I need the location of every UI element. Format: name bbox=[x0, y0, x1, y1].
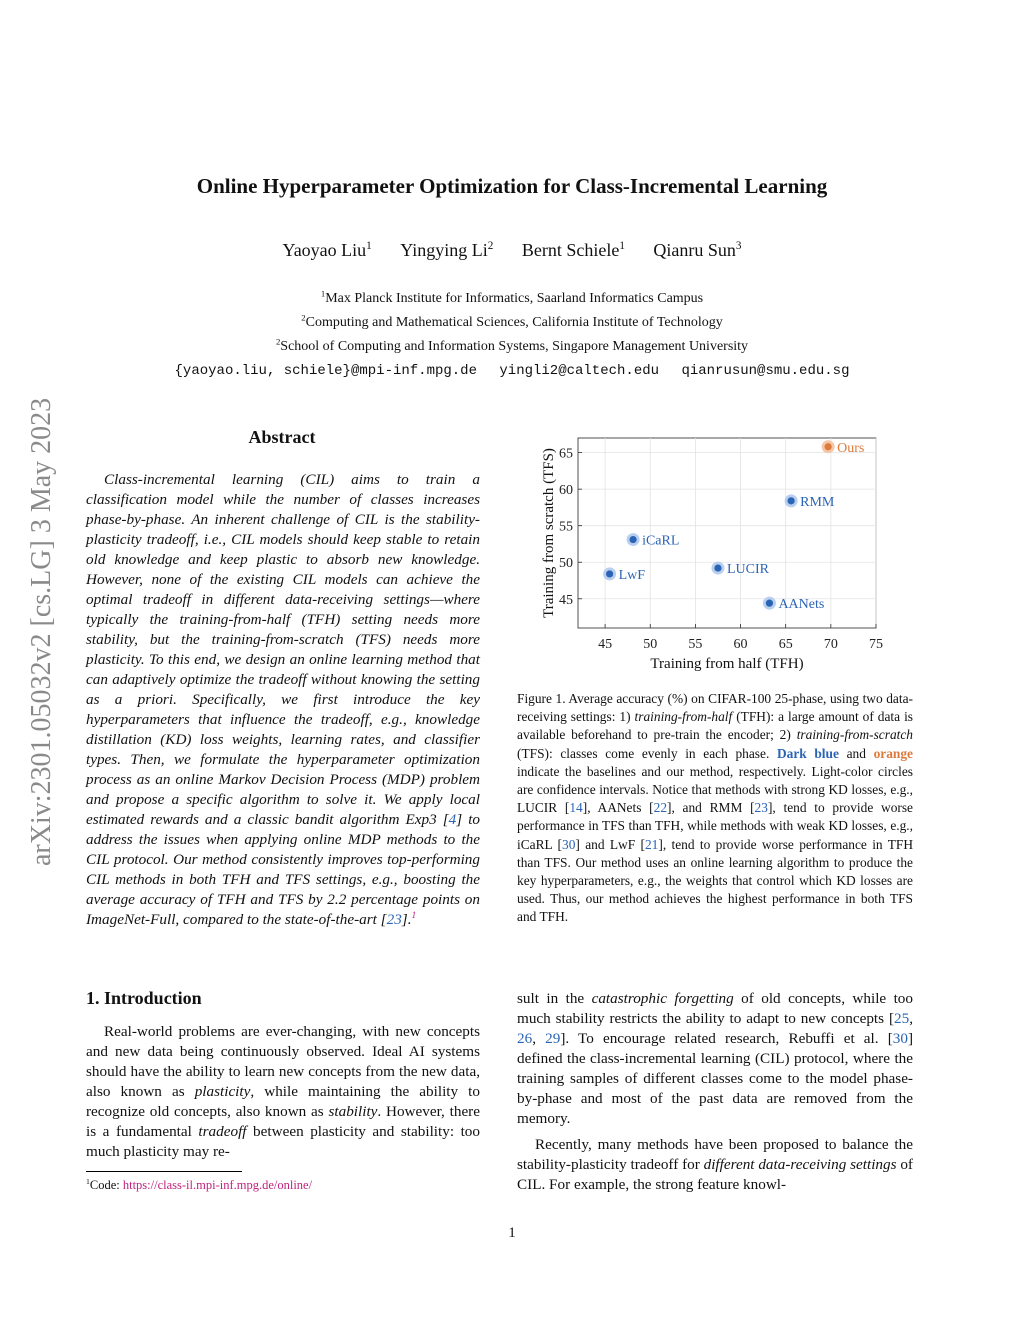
author: Yaoyao Liu$^1$ bbox=[282, 240, 372, 260]
y-tick-label: 55 bbox=[559, 519, 573, 535]
email: yingli2@caltech.edu bbox=[499, 363, 660, 379]
citation-link[interactable]: 21 bbox=[644, 836, 659, 852]
y-tick-label: 65 bbox=[559, 446, 573, 462]
point-label: RMM bbox=[800, 494, 835, 510]
abstract-heading: Abstract bbox=[248, 427, 316, 447]
data-point-aanets bbox=[766, 600, 773, 607]
citation-link[interactable]: 23 bbox=[386, 911, 402, 928]
abstract-body: Class-incremental learning (CIL) aims to train a classification model while the number of classes increases phase-by-phase. An inherent challenge of CIL is the stability-plasticity tradeoff, i.e., CIL models should keep stable to retain old knowledge and keep plastic to absorb new knowledge. However, none of the existing CIL models can achieve the optimal tradeoff in different data-receiving settings—where typically the training-from-half (TFH) setting needs more stability, but the training-from-scratch (TFS) needs more plasticity. To this end, we design an online learning method that can adaptively optimize the tradeoff without knowing the setting as a priori. Specifically, we first introduce the key hyperparameters that influence the tradeoff, e.g., knowledge distillation (KD) loss weights, learning rates, and classifier types. Then, we formulate the hyperparameter optimization process as an online Markov Decision Process (MDP) problem and propose a specific algorithm to solve it. We apply local estimated rewards and a classic bandit algorithm Exp3 [4] to address the issues when applying online MDP methods to the CIL protocol. Our method consistently improves top-performing CIL methods in both TFH and TFS settings, e.g., boosting the average accuracy of TFH and TFS by 2.2 percentage points on ImageNet-Full, compared to the state-of-the-art [23].$^1$ bbox=[86, 471, 481, 928]
citation-link[interactable]: 22 bbox=[653, 800, 668, 816]
y-tick-label: 60 bbox=[559, 483, 573, 499]
page-number: 1 bbox=[508, 1225, 516, 1241]
x-tick-label: 70 bbox=[823, 637, 838, 652]
citation-link[interactable]: 30 bbox=[562, 836, 576, 852]
author-list bbox=[0, 240, 1024, 261]
arxiv-sidebar-id: arXiv:2301.05032v2 [cs.LG] 3 May 2023 bbox=[26, 397, 57, 866]
section-heading: 1. Introduction bbox=[86, 988, 202, 1008]
grid-lines bbox=[578, 438, 876, 628]
author: Qianru Sun$^3$ bbox=[653, 240, 742, 260]
footnote-divider bbox=[86, 1171, 242, 1172]
email: {yaoyao.liu, schiele}@mpi-inf.mpg.de bbox=[174, 363, 477, 379]
point-label: iCaRL bbox=[642, 533, 680, 549]
data-point-ours bbox=[825, 443, 832, 450]
paper-title: Online Hyperparameter Optimization for Class-Incremental Learning bbox=[196, 174, 828, 198]
intro-paragraph-continued: sult in the catastrophic forgetting of old concepts, while too much stability restricts the ability to adapt to new concepts [25, 26, 29]. To encourage related research, Rebuffi et al. [30] defined the class-incremental learning (CIL) protocol, where the training samples of different classes come to the model phase-by-phase and most of the past data are removed from the memory. bbox=[517, 990, 914, 1127]
affiliation: $^1$Max Planck Institute for Informatics, Saarland Informatics Campus bbox=[320, 288, 704, 306]
x-axis-label: Training from half (TFH) bbox=[650, 656, 804, 672]
y-axis-label: Training from scratch (TFS) bbox=[541, 448, 557, 618]
author-emails bbox=[0, 363, 1024, 379]
email: qianrusun@smu.edu.sg bbox=[681, 363, 850, 379]
x-tick-label: 55 bbox=[688, 637, 703, 652]
citation-link[interactable]: 14 bbox=[569, 800, 583, 816]
point-label: LUCIR bbox=[726, 562, 769, 578]
point-label: Ours bbox=[837, 440, 865, 456]
citation-link[interactable]: 4 bbox=[448, 811, 457, 828]
citation-link[interactable]: 25 bbox=[894, 1010, 910, 1027]
data-point-icarl bbox=[629, 536, 636, 543]
code-url-link[interactable]: https://class-il.mpi-inf.mpg.de/online/ bbox=[122, 1178, 313, 1192]
footnote-link[interactable]: 1 bbox=[411, 910, 417, 921]
y-tick-label: 45 bbox=[559, 592, 573, 608]
figure-1-caption: Figure 1. Average accuracy (%) on CIFAR-100 25-phase, using two data-receiving settings: 1) training-from-half (TFH): a large amount of data is available beforehand to pre-train the encoder; 2) training-from-scratch (TFS): classes come evenly in each phase. Dark blue and orange indicate the baselines and our method, respectively. Light-color circles are confidence intervals. Notice that methods with strong KD losses, e.g., LUCIR [14], AANets [22], and RMM [23], tend to provide worse performance in TFS than TFH, while methods with weak KD losses, e.g., iCaRL [30] and LwF [21], tend to provide worse performance in TFH than TFS. Our method uses an online learning algorithm to produce the key hyperparameters, e.g., the weights that control which KD losses are used. Thus, our method achieves the highest performance in both TFS and TFH. bbox=[517, 691, 914, 925]
data-point-lwf bbox=[606, 570, 613, 577]
x-tick-label: 75 bbox=[869, 637, 883, 652]
citation-link[interactable]: 23 bbox=[754, 800, 768, 816]
x-tick-label: 50 bbox=[643, 637, 658, 652]
affiliation: $^2$Computing and Mathematical Sciences, California Institute of Technology bbox=[301, 312, 723, 330]
intro-paragraph: Recently, many methods have been proposed to balance the stability-plasticity tradeoff for different data-receiving settings of CIL. For example, the strong feature knowl- bbox=[517, 1136, 913, 1193]
affiliation: $^2$School of Computing and Information Systems, Singapore Management University bbox=[275, 336, 749, 354]
data-point-rmm bbox=[788, 497, 795, 504]
data-point-lucir bbox=[714, 564, 721, 571]
x-tick-label: 60 bbox=[733, 637, 748, 652]
y-tick-label: 50 bbox=[559, 556, 573, 572]
author: Bernt Schiele$^1$ bbox=[521, 240, 625, 260]
intro-paragraph: Real-world problems are ever-changing, with new concepts and new data being continuously observed. Ideal AI systems should have the ability to learn new concepts from the new data, also known as plasticity, while maintaining the ability to recognize old concepts, also known as stability. However, there is a fundamental tradeoff between plasticity and stability: too much plasticity may re- bbox=[86, 1023, 480, 1160]
x-tick-label: 65 bbox=[778, 637, 793, 652]
plot-area bbox=[578, 438, 876, 628]
author: Yingying Li$^2$ bbox=[400, 240, 494, 260]
citation-link[interactable]: 26 bbox=[517, 1030, 533, 1047]
citation-link[interactable]: 30 bbox=[892, 1030, 908, 1047]
figure-1-scatter-chart bbox=[540, 430, 900, 678]
point-label: AANets bbox=[778, 597, 825, 613]
citation-link[interactable]: 29 bbox=[545, 1030, 561, 1047]
axis-ticks bbox=[559, 447, 883, 652]
footnote: $^1$Code: https://class-il.mpi-inf.mpg.de/online/ bbox=[86, 1176, 313, 1192]
data-points bbox=[603, 440, 864, 612]
x-tick-label: 45 bbox=[598, 637, 613, 652]
point-label: LwF bbox=[618, 567, 646, 583]
